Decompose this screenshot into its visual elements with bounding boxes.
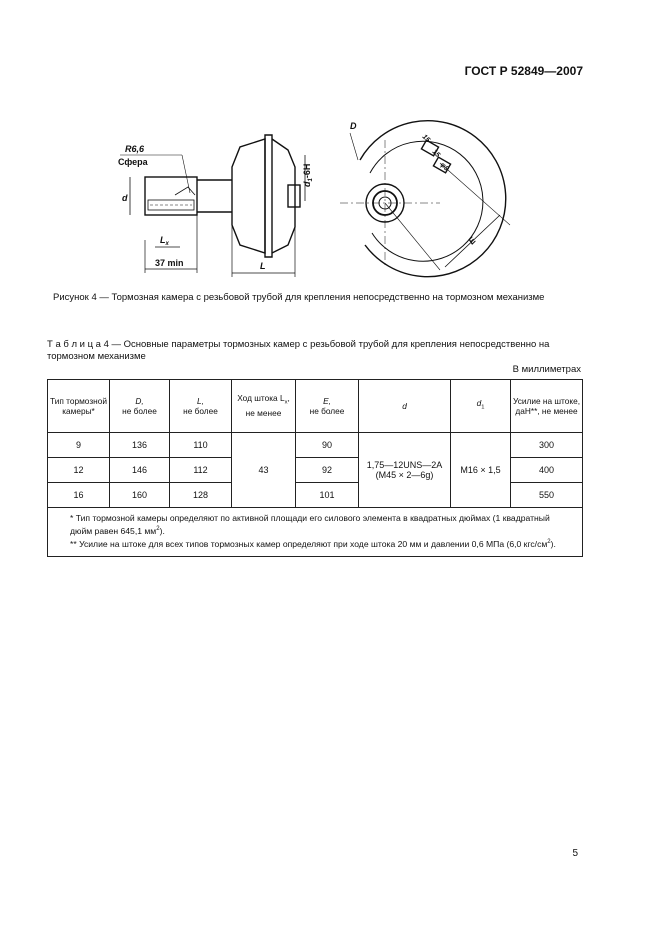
- table-caption: Т а б л и ц а 4 — Основные параметры тормозных камер с резьбовой трубой для крепления непосредственно на тормозном механизме: [47, 339, 550, 362]
- table-notes: [48, 508, 583, 557]
- table-header-row: [48, 380, 583, 433]
- cell-type: 12: [48, 458, 110, 483]
- cell-D: 136: [110, 433, 170, 458]
- lx-label: $L_x$: [160, 235, 169, 247]
- technical-drawing: [100, 105, 570, 285]
- parameters-table: [47, 379, 583, 557]
- hole-label-1: 15: [420, 133, 432, 144]
- header-force: Усилие на штоке, даН**, не менее: [511, 380, 583, 433]
- cell-type: 9: [48, 433, 110, 458]
- footnote-2: ** Усилие на штоке для всех типов тормозных камер определяют при ходе штока 20 мм и давлении 0,6 МПа (6,0 кгс/$см^2$).: [70, 538, 556, 549]
- chamber-right-shell: [272, 139, 295, 253]
- chamber-flange: [265, 135, 272, 257]
- cell-L: 110: [170, 433, 232, 458]
- D-dimension-label: D: [350, 121, 357, 131]
- header-d1: $d_1$: [451, 380, 511, 433]
- mounting-stud: [288, 185, 300, 207]
- standard-number: ГОСТ Р 52849—2007: [464, 64, 583, 78]
- E-dimension-label: E: [466, 235, 478, 247]
- rod-end: [175, 187, 195, 195]
- header-D: D, не более: [110, 380, 170, 433]
- L-dimension-label: L: [260, 261, 266, 271]
- cell-L: 128: [170, 483, 232, 508]
- cell-type: 16: [48, 483, 110, 508]
- diameter-label: φ9: [438, 161, 450, 173]
- chamber-left-shell: [232, 139, 265, 253]
- header-stroke: Ход штока $L_x$, не менее: [232, 380, 296, 433]
- cell-E: 92: [296, 458, 359, 483]
- cell-stroke: 43: [232, 433, 296, 508]
- min-length-label: 37 min: [155, 258, 184, 268]
- cell-d: 1,75—12UNS—2A (M45 × 2—6g): [359, 433, 451, 508]
- cell-D: 160: [110, 483, 170, 508]
- header-E: E, не более: [296, 380, 359, 433]
- table-row: [48, 433, 583, 458]
- table-notes-row: [48, 508, 583, 557]
- cell-force: 400: [511, 458, 583, 483]
- radius-label: R6,6: [125, 144, 145, 154]
- cell-L: 112: [170, 458, 232, 483]
- cell-d1: M16 × 1,5: [451, 433, 511, 508]
- tube-body: [145, 177, 197, 215]
- d1-label: $d_1-6H$: [302, 163, 314, 187]
- hole-label-2: 15: [430, 148, 442, 159]
- cell-force: 300: [511, 433, 583, 458]
- sphere-label: Сфера: [118, 157, 148, 167]
- cell-E: 101: [296, 483, 359, 508]
- footnote-1: * Тип тормозной камеры определяют по активной площади его силового элемента в квадратных дюймах (1 квадратный дюйм равен 645,1 $мм^2$).: [70, 513, 550, 536]
- cell-E: 90: [296, 433, 359, 458]
- cell-force: 550: [511, 483, 583, 508]
- cell-D: 146: [110, 458, 170, 483]
- page-number: 5: [572, 848, 578, 859]
- table-unit: В миллиметрах: [512, 364, 581, 375]
- d-label: d: [122, 193, 128, 203]
- header-d: d: [359, 380, 451, 433]
- figure-caption: Рисунок 4 — Тормозная камера с резьбовой трубой для крепления непосредственно на тормозном механизме: [53, 292, 545, 303]
- header-L: L, не более: [170, 380, 232, 433]
- header-type: Тип тормозной камеры*: [48, 380, 110, 433]
